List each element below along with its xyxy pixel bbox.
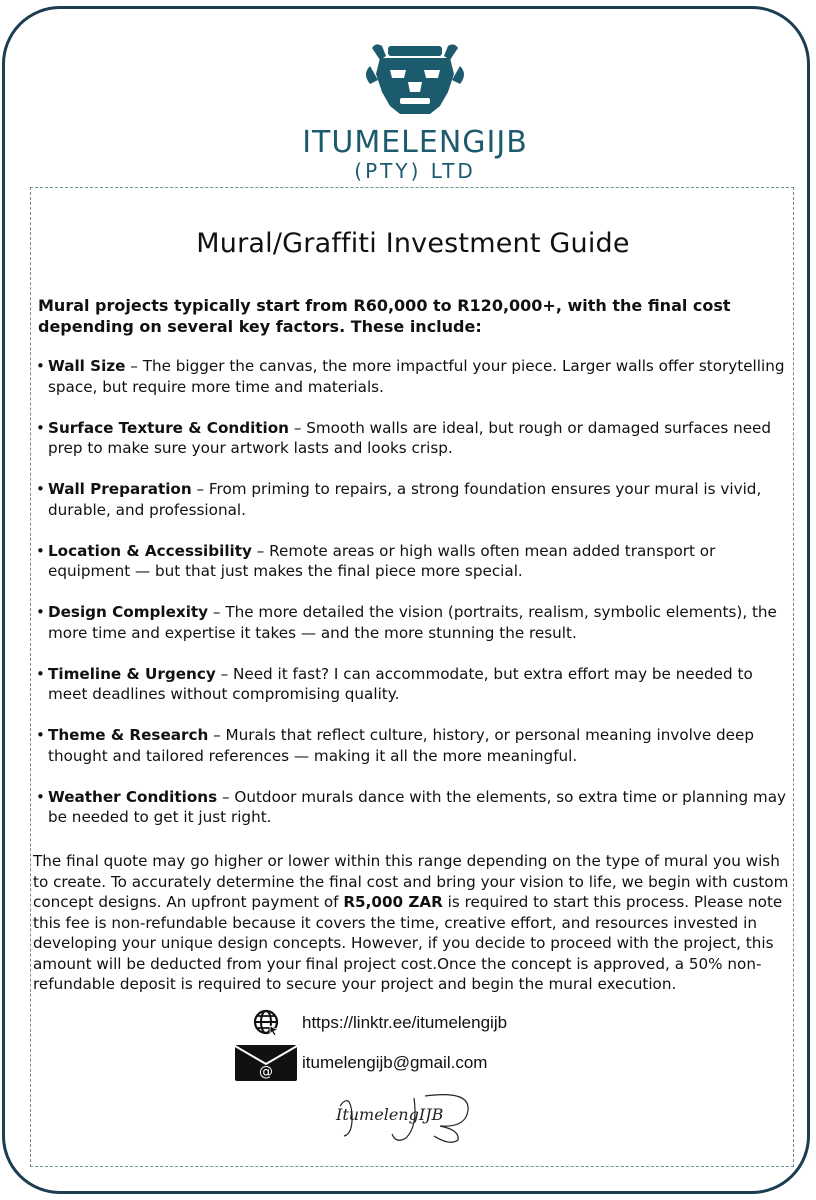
factor-text: – Need it fast? I can accommodate, but extra effort may be needed to meet deadlines without compromising quality. (48, 664, 753, 703)
factor-text: – The more detailed the vision (portraits, realism, symbolic elements), the more time and expertise it takes — and the more stunning the result. (48, 603, 777, 642)
factor-text: – Outdoor murals dance with the elements, so extra time or planning may be needed to get it just right. (48, 787, 786, 826)
factor-text: – The bigger the canvas, the more impactful your piece. Larger walls offer storytelling space, but require more time and materials. (48, 357, 785, 396)
closing-text-2: is required to start this process. Please note this fee is non-refundable because it covers the time, creative effort, and resources invested in developing your unique design concepts. However, if you decide to proceed with the project, this amount will be deducted from your final project cost.Once the concept is approved, a 50% non-refundable deposit is required to secure your project and begin the mural execution. (33, 893, 783, 993)
page-title: Mural/Graffiti Investment Guide (196, 228, 630, 259)
upfront-amount: R5,000 ZAR (343, 893, 443, 911)
list-item: • Wall Size – The bigger the canvas, the more impactful your piece. Larger walls offer storytelling space, but require more time and materials. (36, 357, 785, 396)
closing-paragraph (33, 851, 798, 995)
company-logo (300, 40, 530, 190)
factor-label: Timeline & Urgency (48, 664, 216, 683)
factor-text: – Murals that reflect culture, history, or personal meaning involve deep thought and tailored references — making it all the more meaningful. (48, 726, 754, 765)
brand-name: ITUMELENGIJB (302, 125, 528, 160)
intro-paragraph: Mural projects typically start from R60,000 to R120,000+, with the final cost depending on several key factors. These include: (38, 296, 731, 336)
closing-text-1: The final quote may go higher or lower within this range depending on the type of mural you wish to create. To accurately determine the final cost and bring your vision to life, we begin with custom concept designs. An upfront payment of (33, 852, 789, 911)
linktree-link[interactable]: https://linktr.ee/itumelengijb (302, 1013, 508, 1032)
factor-label: Wall Size (48, 357, 126, 375)
factor-list (36, 356, 796, 848)
factor-label: Wall Preparation (48, 480, 192, 498)
list-item: • Theme & Research – Murals that reflect culture, history, or personal meaning involve deep thought and tailored references — making it all the more meaningful. (36, 726, 754, 765)
factor-label: Weather Conditions (48, 787, 218, 806)
globe-icon (252, 1008, 280, 1036)
factor-label: Design Complexity (48, 603, 209, 621)
factor-label: Surface Texture & Condition (48, 418, 289, 437)
email-icon-glyph: @ (259, 1064, 273, 1080)
list-item: • Timeline & Urgency – Need it fast? I can accommodate, but extra effort may be needed to meet deadlines without compromising quality. (36, 664, 753, 703)
list-item: • Surface Texture & Condition – Smooth walls are ideal, but rough or damaged surfaces need prep to make sure your artwork lasts and looks crisp. (36, 418, 772, 457)
list-item: • Wall Preparation – From priming to repairs, a strong foundation ensures your mural is vivid, durable, and professional. (36, 480, 762, 519)
list-item: • Location & Accessibility – Remote areas or high walls often mean added transport or equipment — but that just makes the final piece more special. (36, 541, 716, 580)
factor-label: Theme & Research (48, 726, 209, 744)
factor-label: Location & Accessibility (48, 541, 252, 560)
list-item: • Weather Conditions – Outdoor murals dance with the elements, so extra time or planning may be needed to get it just right. (36, 787, 786, 826)
signature (330, 1086, 480, 1146)
factor-text: – Smooth walls are ideal, but rough or damaged surfaces need prep to make sure your artwork lasts and looks crisp. (48, 418, 772, 457)
signature-text: ItumelengIJB (336, 1105, 444, 1124)
list-item: • Design Complexity – The more detailed the vision (portraits, realism, symbolic elements), the more time and expertise it takes — and the more stunning the result. (36, 603, 777, 642)
email-link[interactable]: itumelengijb@gmail.com (302, 1053, 488, 1072)
email-icon (234, 1044, 298, 1082)
factor-text: – Remote areas or high walls often mean added transport or equipment — but that just makes the final piece more special. (48, 541, 716, 580)
brand-suffix: (PTY) LTD (354, 159, 476, 183)
factor-text: – From priming to repairs, a strong foundation ensures your mural is vivid, durable, and professional. (48, 480, 762, 519)
